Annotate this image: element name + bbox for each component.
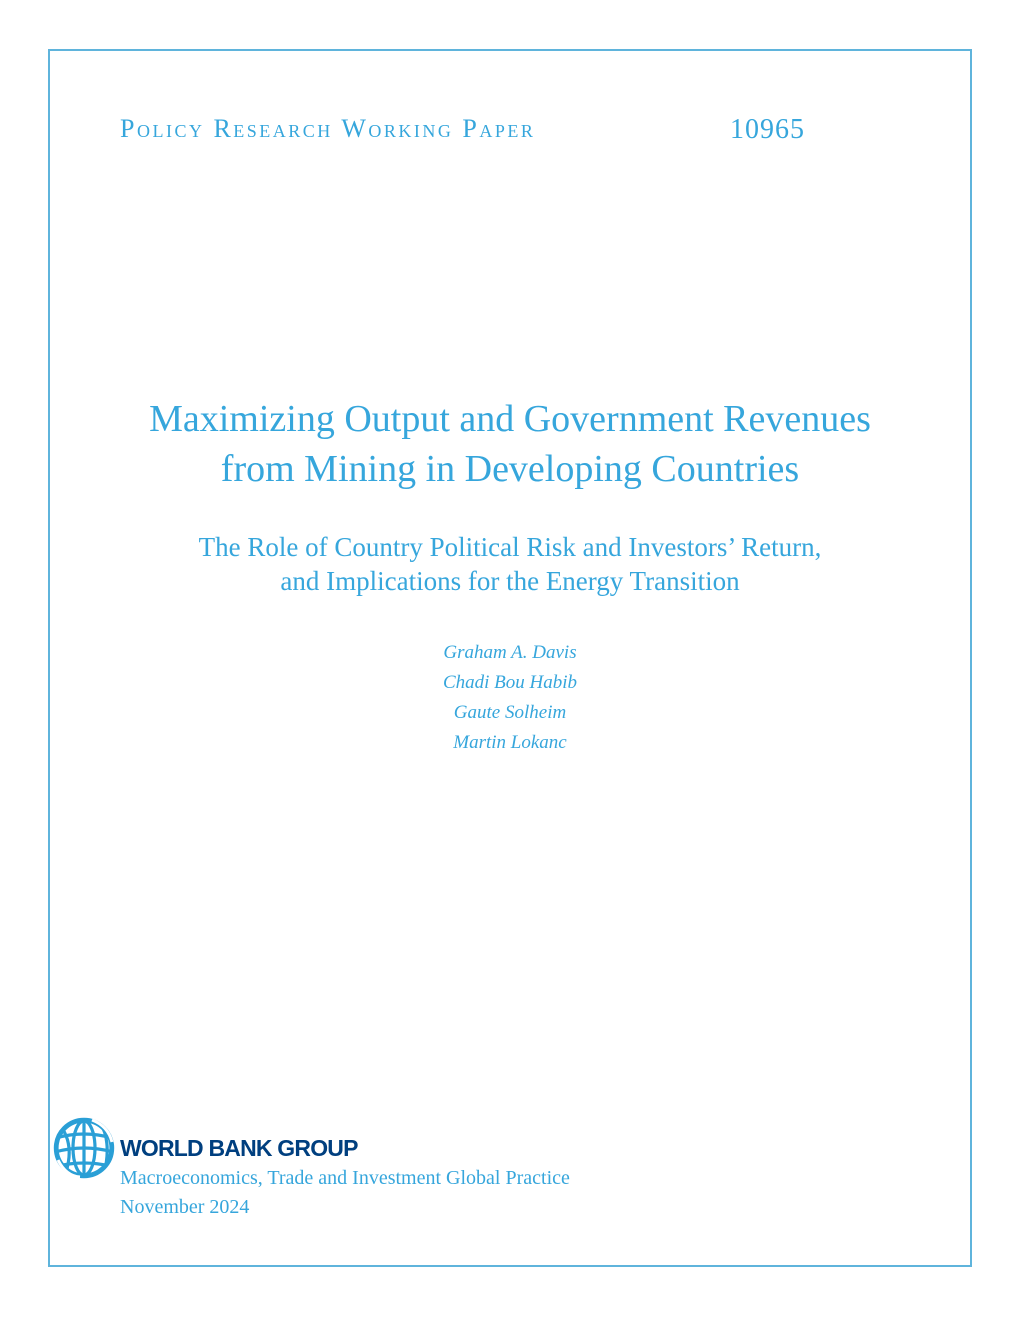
global-practice: Macroeconomics, Trade and Investment Global Practice: [120, 1167, 570, 1189]
author-name: Martin Lokanc: [453, 732, 567, 753]
series-label: Policy Research Working Paper: [120, 114, 536, 143]
series-header: [120, 114, 820, 154]
title-line-2: from Mining in Developing Countries: [220, 448, 800, 490]
subtitle-line-2: and Implications for the Energy Transition: [280, 566, 740, 596]
paper-number: 10965: [730, 114, 805, 145]
author-list: [260, 638, 760, 758]
publisher-block: [52, 1116, 752, 1226]
author-name: Graham A. Davis: [443, 642, 577, 663]
organization-name: WORLD BANK GROUP: [120, 1135, 358, 1161]
world-bank-globe-icon: [52, 1116, 116, 1180]
subtitle-line-1: The Role of Country Political Risk and Investors’ Return,: [198, 532, 822, 562]
publication-date: November 2024: [120, 1196, 250, 1218]
paper-subtitle: [60, 530, 960, 598]
paper-title: [60, 394, 960, 494]
title-line-1: Maximizing Output and Government Revenues: [149, 398, 871, 440]
author-name: Gaute Solheim: [453, 702, 567, 723]
author-name: Chadi Bou Habib: [442, 672, 578, 693]
